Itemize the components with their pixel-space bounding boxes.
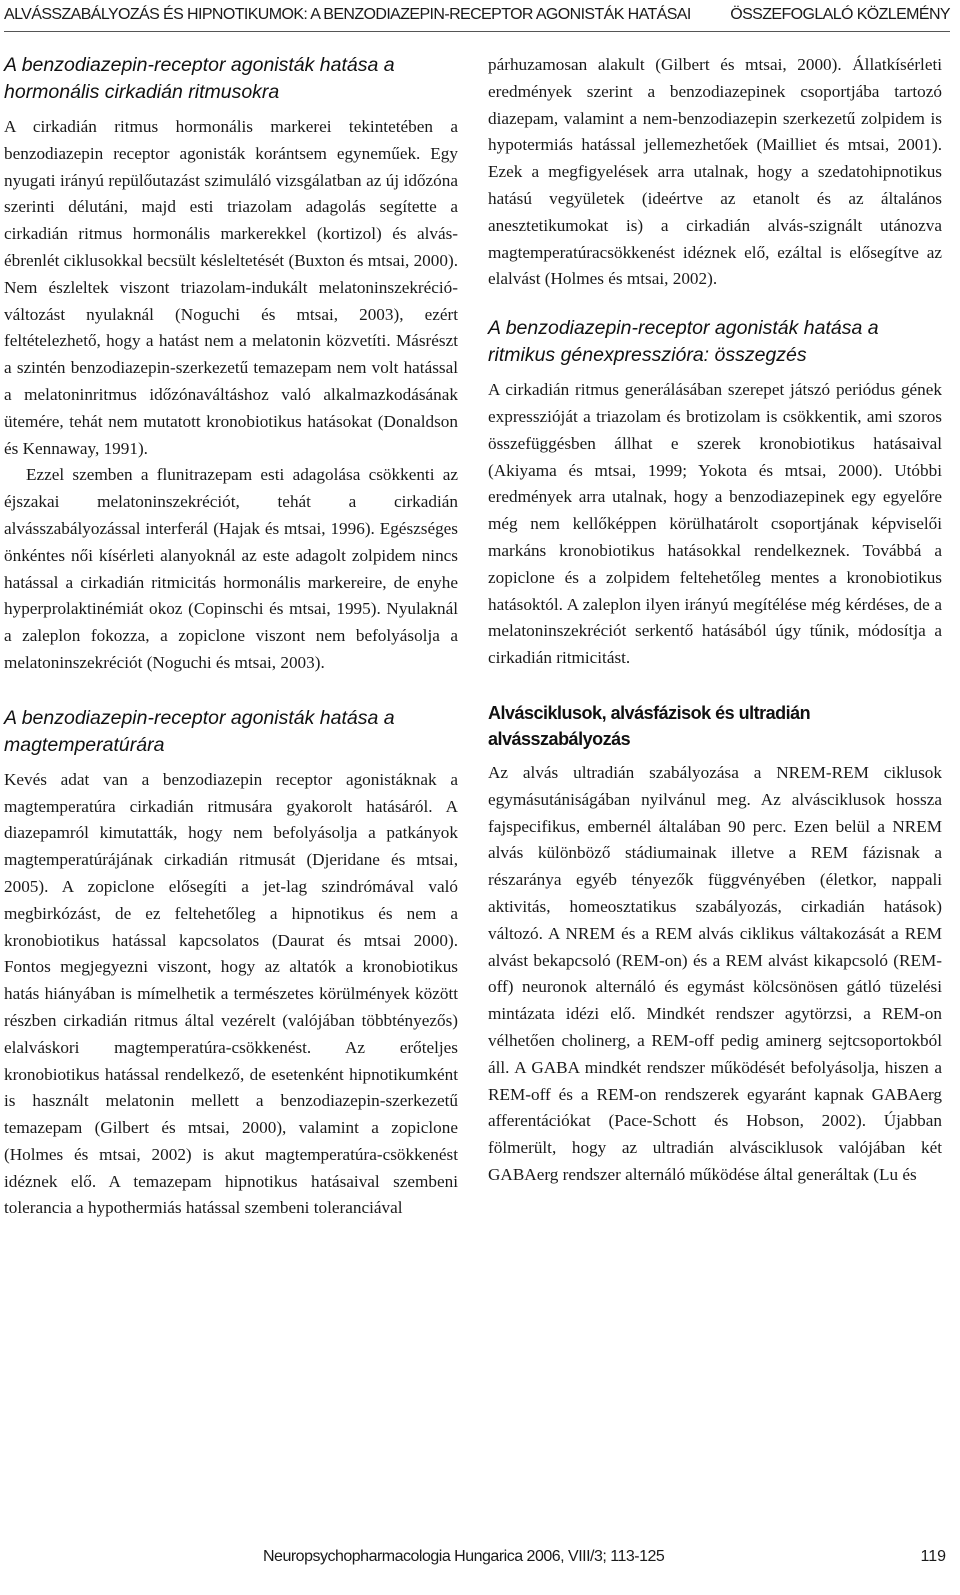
paragraph: A cirkadián ritmus hormonális markerei tekintetében a benzodiazepin receptor agonisták korántsem egyneműek. Egy nyugati irányú repülőutazást szimuláló vizsgálatban az új időzóna szerinti délutáni, majd esti triazolam adagolás segítette a cirkadián ritmus hormonális markerekkel (kortizol) és alvás-ébrenlét ciklusokkal becsült késleltetését (Buxton és mtsai, 2000). Nem észleltek viszont triazolam-indukált melatoninszekréció-változást nyulaknál (Noguchi és mtsai, 2003), ezért feltételezhető, hogy a hatást nem a melatonin közvetíti. Másrészt a szintén benzodiazepin-szerkezetű temazepam nem volt hatással a melatoninritmus időzónaváltáshoz való alkalmazkodásának ütemére, tehát nem mutatott kronobiotikus hatásokat (Donaldson és Kennaway, 1991). (4, 117, 458, 458)
running-header (4, 6, 950, 28)
paragraph: Kevés adat van a benzodiazepin receptor agonistáknak a magtemperatúra cirkadián ritmusára gyakorolt hatásáról. A diazepamról kimutatták, hogy nem befolyásolja a patkányok magtemperatúrájának cirkadián ritmusát (Djeridane és mtsai, 2005). A zopiclone elősegíti a jet-lag szindrómával való megbirkózást, de ez feltehetőleg a hipnotikus és nem a kronobiotikus hatással kapcsolatos (Daurat és mtsai 2000). Fontos megjegyezni viszont, hogy az altatók a kronobiotikus hatás hiányában is mímelhetik a természetes körülmények között részben cirkadián ritmus által vezérelt (valójában többtényezős) elalváskori magtemperatúra-csökkenést. Az erőteljes kronobiotikus hatással rendelkező, de esetenként hipnotikumként is használt melatonin mellett a benzodiazepin-szerkezetű temazepam (Gilbert és mtsai, 2000), valamint a zopiclone (Holmes és mtsai, 2002) is akut magtemperatúra-csökkenést idéznek elő. A temazepam hipnotikus hatásaival szembeni tolerancia a hypothermiás hatással szembeni toleranciával (4, 769, 458, 1218)
paragraph: A cirkadián ritmus generálásában szerepet játszó periódus gének expresszióját a triazolam és brotizolam is csökkentik, ami szoros összefüggésben állhat e szerek kronobiotikus hatásaival (Akiyama és mtsai, 1999; Yokota és mtsai, 2000). Utóbbi eredmények arra utalnak, hogy a benzodiazepinek egy egyelőre még nem kellőképpen körülhatárolt csoportjának képviselői markáns kronobiotikus hatásokkal rendelkeznek. Továbbá a zopiclone és a zolpidem feltehetőleg mentes a kronobiotikus hatásoktól. A zaleplon ilyen irányú megítélése még kérdéses, de a melatoninszekréciót serkentő hatásából úgy tűnik, módosítja a cirkadián ritmicitást. (488, 380, 942, 668)
page-footer (0, 1548, 946, 1572)
header-rule (4, 31, 950, 32)
running-header-title: ALVÁSSZABÁLYOZÁS ÉS HIPNOTIKUMOK: A BENZODIAZEPIN-RECEPTOR AGONISTÁK HATÁSAI (4, 6, 691, 23)
section-title-hormonal-rhythms: A benzodiazepin-receptor agonisták hatása a hormonális cirkadián ritmusokra (4, 54, 395, 103)
running-header-category: ÖSSZEFOGLALÓ KÖZLEMÉNY (730, 6, 950, 23)
journal-citation: Neuropsychopharmacologia Hungarica 2006, VIII/3; 113-125 (263, 1548, 665, 1565)
left-column (4, 52, 458, 1222)
section-title-gene-expression: A benzodiazepin-receptor agonisták hatása a ritmikus génexpresszióra: összegzés (488, 317, 879, 367)
page-number: 119 (920, 1548, 946, 1565)
paragraph: Az alvás ultradián szabályozása a NREM-REM ciklusok egymásutániságában nyilvánul meg. Az alvásciklusok hossza fajspecifikus, embernél általában 90 perc. Ezen belül a NREM alvás különböző stádiumainak illetve a REM fázisnak a részaránya egyéb tényezők függvényében (életkor, nappali aktivitás, homeosztatikus szabályozás, cirkadián hatások) változó. A NREM és a REM alvás ciklikus váltakozását a REM alvást bekapcsoló (REM-on) és a REM alvást kikapcsoló (REM-off) neuronok alternáló és egymást kölcsönösen gátló tüzelési mintázata idézi elő. Mindkét rendszer agytörzsi, a REM-on vélhetően cholinerg, a REM-off pedig aminerg sejtcsoportokból áll. A GABA mindkét rendszer működését befolyásolja, hiszen a REM-off és a REM-on rendszerek egyaránt kapnak GABAerg afferentációkat (Pace-Schott és Hobson, 2002). Újabban fölmerült, hogy az ultradián alvásciklusok valójában két GABAerg rendszer alternáló működése által generáltak (Lu és (488, 762, 942, 1184)
right-column (488, 52, 942, 1189)
paragraph-continued: párhuzamosan alakult (Gilbert és mtsai, 2000). Állatkísérleti eredmények szerint a benzodiazepinek csoportjába tartozó diazepam, valamint a nem-benzodiazepin szerkezetű zolpidem is hypotermiás hatással jellemezhetőek (Mailliet és mtsai, 2001). Ezek a megfigyelések arra utalnak, hogy a szedatohipnotikus hatású vegyületek (ideértve az etanolt és az általános anesztetikumokat is) a cirkadián alvás-szignált utánozva magtemperatúracsökkenést idéznek elő, ezáltal is elősegítve az elalvást (Holmes és mtsai, 2002). (488, 55, 942, 289)
section-title-sleep-cycles: Alvásciklusok, alvásfázisok és ultradián alvásszabályozás (488, 702, 811, 749)
section-title-core-temperature: A benzodiazepin-receptor agonisták hatása a magtemperatúrára (4, 706, 395, 756)
paragraph: Ezzel szemben a flunitrazepam esti adagolása csökkenti az éjszakai melatoninszekréciót, tehát a cirkadián alvásszabályozással interferál (Hajak és mtsai, 1996). Egészséges önkéntes női kísérleti alanyoknál az este adagolt zolpidem nincs hatással a cirkadián ritmicitás hormonális markereire, de enyhe hyperprolaktinémiát okoz (Copinschi és mtsai, 1995). Nyulaknál a zaleplon fokozza, a zopiclone viszont nem befolyásolja a melatoninszekréciót (Noguchi és mtsai, 2003). (4, 465, 458, 672)
